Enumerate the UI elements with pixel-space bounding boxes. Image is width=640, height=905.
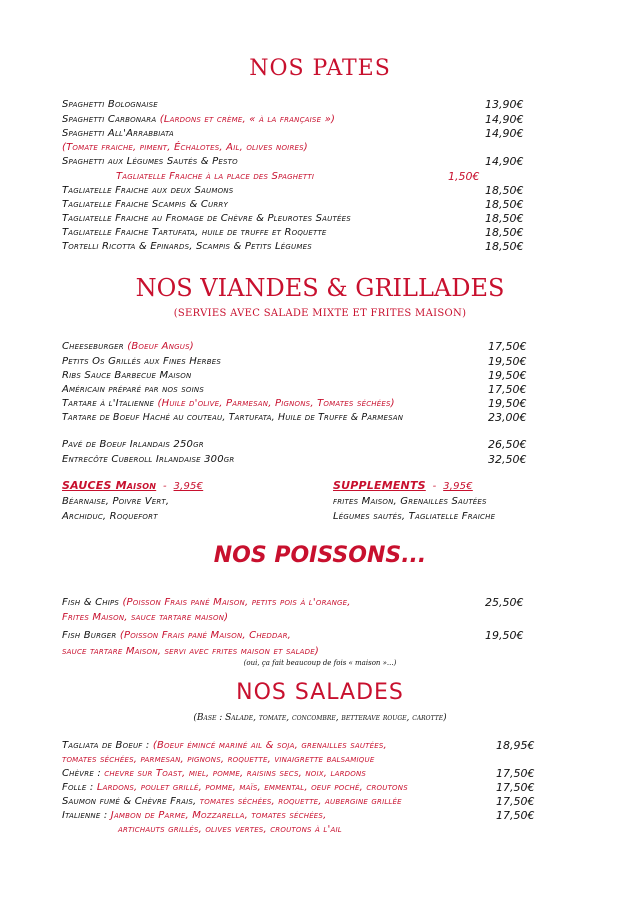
sauces-header bbox=[62, 479, 203, 492]
supplements-line: Légumes sautés, Tagliatelle Fraiche bbox=[333, 511, 496, 522]
pates-item-name: Tagliatelle Fraiche Scampis & Curry bbox=[62, 199, 228, 210]
viandes-item bbox=[62, 341, 194, 352]
viandes-item-price: 32,50€ bbox=[488, 453, 527, 466]
supplements-separator: - bbox=[429, 481, 440, 492]
salades-item-name: Italienne : bbox=[62, 810, 108, 821]
salades-item bbox=[62, 740, 387, 751]
pates-item-price: 14,90€ bbox=[485, 113, 524, 126]
sauces-line: Archiduc, Roquefort bbox=[62, 511, 158, 522]
poissons-item-desc2: Frites Maison, sauce tartare maison) bbox=[62, 612, 229, 623]
salades-item bbox=[62, 768, 366, 779]
salades-item-name: Chèvre : bbox=[62, 768, 101, 779]
poissons-item-name: Fish Burger bbox=[62, 630, 117, 641]
supplements-header bbox=[333, 479, 473, 492]
salades-item-desc: (Boeuf émincé mariné ail & soja, grenailles sautées, bbox=[152, 740, 387, 751]
sauces-price: 3,95€ bbox=[173, 481, 204, 492]
pates-item-name: Tortelli Ricotta & Epinards, Scampis & Petits Légumes bbox=[62, 241, 312, 252]
pates-item-desc: (Lardons et crème, « à la française ») bbox=[159, 114, 336, 125]
pates-option-price: 1,50€ bbox=[448, 170, 480, 183]
poissons-item-price: 25,50€ bbox=[485, 596, 524, 609]
salades-item-price: 17,50€ bbox=[496, 767, 535, 780]
viandes-item-name: Entrecôte Cuberoll Irlandaise 300gr bbox=[62, 454, 235, 465]
poissons-item-price: 19,50€ bbox=[485, 629, 524, 642]
pates-item-price: 18,50€ bbox=[485, 212, 524, 225]
salades-item-desc: Lardons, poulet grillé, pomme, maïs, emmental, oeuf poché, croutons bbox=[96, 782, 408, 793]
salades-item bbox=[62, 796, 402, 807]
salades-title: NOS SALADES bbox=[236, 680, 404, 705]
pates-item bbox=[62, 114, 335, 125]
viandes-item-name: Tartare de Boeuf Haché au couteau, Tartufata, Huile de Truffe & Parmesan bbox=[62, 412, 404, 423]
viandes-item-price: 23,00€ bbox=[488, 411, 527, 424]
viandes-title: NOS VIANDES & GRILLADES bbox=[135, 274, 505, 302]
salades-item-name: Folle : bbox=[62, 782, 94, 793]
pates-item-price: 18,50€ bbox=[485, 184, 524, 197]
viandes-item-name: Tartare à l'Italienne bbox=[62, 398, 155, 409]
poissons-item-desc2: sauce tartare Maison, servi avec frites maison et salade) bbox=[62, 646, 319, 657]
viandes-item-name: Ribs Sauce Barbecue Maison bbox=[62, 370, 192, 381]
viandes-item-name: Cheeseburger bbox=[62, 341, 124, 352]
salades-item-desc: tomates séchées, roquette, aubergine grillée bbox=[199, 796, 402, 807]
pates-item-name: Spaghetti Carbonara bbox=[62, 114, 157, 125]
viandes-item-price: 19,50€ bbox=[488, 397, 527, 410]
poissons-item-name: Fish & Chips bbox=[62, 597, 120, 608]
salades-item-price: 17,50€ bbox=[496, 795, 535, 808]
pates-item-price: 18,50€ bbox=[485, 226, 524, 239]
pates-item-name: Tagliatelle Fraiche aux deux Saumons bbox=[62, 185, 234, 196]
viandes-item-price: 19,50€ bbox=[488, 355, 527, 368]
salades-item bbox=[62, 810, 326, 821]
salades-item-desc: chevre sur Toast, miel, pomme, raisins secs, noix, lardons bbox=[104, 768, 367, 779]
salades-item-desc: Jambon de Parme, Mozzarella, tomates séchées, bbox=[110, 810, 327, 821]
salades-item-desc2: artichauts grillés, olives vertes, croutons à l'ail bbox=[118, 824, 342, 835]
sauces-title: SAUCES Maison bbox=[62, 479, 157, 492]
pates-item-price: 14,90€ bbox=[485, 155, 524, 168]
poissons-item bbox=[62, 597, 351, 608]
pates-item-name: Spaghetti All'Arrabbiata bbox=[62, 128, 174, 139]
viandes-item-price: 17,50€ bbox=[488, 340, 527, 353]
pates-item-name: Tagliatelle Fraiche Tartufata, huile de truffe et Roquette bbox=[62, 227, 327, 238]
viandes-item-price: 19,50€ bbox=[488, 369, 527, 382]
viandes-item-price: 26,50€ bbox=[488, 438, 527, 451]
pates-item-name: Spaghetti aux Légumes Sautés & Pesto bbox=[62, 156, 238, 167]
viandes-item-price: 17,50€ bbox=[488, 383, 527, 396]
salades-item-name: Tagliata de Boeuf : bbox=[62, 740, 150, 751]
sauces-line: Béarnaise, Poivre Vert, bbox=[62, 496, 170, 507]
salades-item-price: 17,50€ bbox=[496, 809, 535, 822]
pates-item-price: 14,90€ bbox=[485, 127, 524, 140]
salades-item-name: Saumon fumé & Chèvre Frais, bbox=[62, 796, 197, 807]
salades-item bbox=[62, 782, 408, 793]
supplements-title: SUPPLEMENTS bbox=[333, 479, 426, 492]
poissons-title: NOS POISSONS... bbox=[213, 543, 427, 568]
viandes-item-desc: (Boeuf Angus) bbox=[127, 341, 194, 352]
salades-item-desc2: tomates séchées, parmesan, pignons, roquette, vinaigrette balsamique bbox=[62, 754, 375, 765]
pates-item-price: 13,90€ bbox=[485, 98, 524, 111]
viandes-item-name: Américain préparé par nos soins bbox=[62, 384, 204, 395]
salades-item-price: 17,50€ bbox=[496, 781, 535, 794]
supplements-price: 3,95€ bbox=[443, 481, 473, 492]
pates-item-price: 18,50€ bbox=[485, 198, 524, 211]
viandes-item-name: Pavé de Boeuf Irlandais 250gr bbox=[62, 439, 204, 450]
pates-option: Tagliatelle Fraiche à la place des Spaghetti bbox=[116, 171, 315, 182]
poissons-item-desc: (Poisson Frais pané Maison, petits pois à l'orange, bbox=[122, 597, 351, 608]
poissons-item-desc: (Poisson Frais pané Maison, Cheddar, bbox=[119, 630, 292, 641]
viandes-item bbox=[62, 398, 395, 409]
viandes-item-desc: (Huile d'olive, Parmesan, Pignons, Tomates séchées) bbox=[157, 398, 395, 409]
pates-item-name: Tagliatelle Fraiche au Fromage de Chèvre & Pleurotes Sautées bbox=[62, 213, 351, 224]
viandes-item-name: Petits Os Grillés aux Fines Herbes bbox=[62, 356, 221, 367]
sauces-separator: - bbox=[159, 481, 171, 492]
poissons-note: (oui, ça fait beaucoup de fois « maison »...) bbox=[243, 659, 397, 667]
supplements-line: frites Maison, Grenailles Sautées bbox=[333, 496, 487, 507]
salades-base: (Base : Salade, tomate, concombre, betterave rouge, carotte) bbox=[193, 713, 447, 723]
pates-item-name: Spaghetti Bolognaise bbox=[62, 99, 158, 110]
pates-title: NOS PATES bbox=[249, 56, 391, 81]
salades-item-price: 18,95€ bbox=[496, 739, 535, 752]
pates-item-price: 18,50€ bbox=[485, 240, 524, 253]
poissons-item bbox=[62, 630, 291, 641]
pates-item-desc: (Tomate fraiche, piment, Échalotes, Ail, olives noires) bbox=[62, 142, 308, 153]
viandes-subtitle: (SERVIES AVEC SALADE MIXTE ET FRITES MAISON) bbox=[173, 308, 467, 319]
